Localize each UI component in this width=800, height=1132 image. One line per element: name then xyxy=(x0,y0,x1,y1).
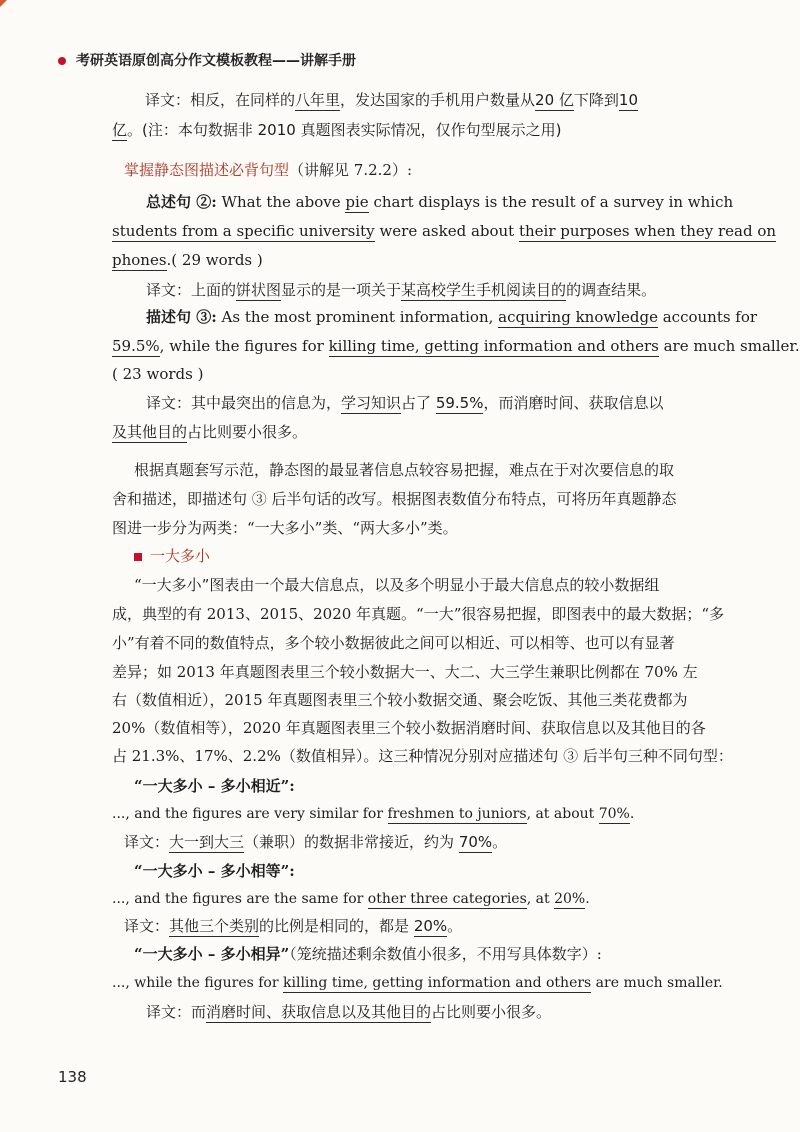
underlined-text: 20% xyxy=(554,891,586,907)
underlined-text: 学习知识 xyxy=(341,394,402,412)
summary-sentence-line xyxy=(146,192,733,212)
translation-line xyxy=(124,916,462,936)
underlined-text: 及其他目的 xyxy=(112,423,188,441)
underlined-text: phones xyxy=(112,251,167,269)
sentence-label: 描述句 ③: xyxy=(146,308,217,326)
text: 译文： xyxy=(124,917,170,935)
text: ( 23 words ) xyxy=(112,365,204,383)
text: , while the figures for xyxy=(159,337,329,355)
pattern-heading-note: （笼统描述剩余数值小很多，不用写具体数字）: xyxy=(289,945,602,963)
text: 的调查结果。 xyxy=(566,281,657,299)
header-title: 考研英语原创高分作文模板教程——讲解手册 xyxy=(76,53,356,69)
underlined-text: their purposes when they read on xyxy=(518,222,777,240)
underlined-text: freshmen to juniors xyxy=(387,806,527,822)
underlined-text: killing time, getting information and others xyxy=(283,975,592,991)
corner-mark xyxy=(0,0,7,7)
subheading-tail: （讲解见 7.2.2）: xyxy=(289,161,413,179)
translation-line xyxy=(145,90,638,110)
summary-sentence-line xyxy=(112,250,263,270)
paragraph-line: 小”有着不同的数值特点，多个较小数据彼此之间可以相近、可以相等、也可以有显著 xyxy=(112,634,675,652)
underlined-text: 其他三个类别 xyxy=(169,917,260,935)
text: 译文： xyxy=(124,833,170,851)
underlined-text: pie xyxy=(345,193,369,211)
paragraph-line: 根据真题套写示范，静态图的最显著信息点较容易把握，难点在于对次要信息的取 xyxy=(134,461,675,479)
underlined-text: killing time, getting information and others xyxy=(328,337,659,355)
paragraph-line: 图进一步分为两类：“一大多小”类、“两大多小”类。 xyxy=(112,519,458,537)
example-sentence xyxy=(112,889,590,909)
description-sentence-line xyxy=(112,364,203,384)
pattern-heading: “一大多小 – 多小相近”: xyxy=(134,777,295,795)
underlined-text: 20 亿 xyxy=(535,91,574,109)
text: accounts for xyxy=(657,308,758,326)
text: 下降到 xyxy=(573,91,619,109)
red-square-bullet-icon xyxy=(134,553,142,561)
text: （兼职）的数据非常接近，约为 xyxy=(244,833,459,851)
text: . xyxy=(585,891,590,907)
paragraph-line: 成，典型的有 2013、2015、2020 年真题。“一大”很容易把握，即图表中的最大数据；“多 xyxy=(112,605,725,623)
underlined-text: other three categories xyxy=(367,891,527,907)
text: 占比则要小很多。 xyxy=(187,423,308,441)
paragraph-line: 舍和描述，即描述句 ③ 后半句话的改写。根据图表数值分布特点，可将历年真题静态 xyxy=(112,490,677,508)
sentence-label: 总述句 ②: xyxy=(146,193,217,211)
text: ..., while the figures for xyxy=(112,975,284,991)
example-sentence xyxy=(112,973,723,993)
description-sentence-line xyxy=(146,307,757,327)
text: , at about xyxy=(526,806,599,822)
translation-line xyxy=(146,280,656,300)
description-sentence-line xyxy=(112,336,800,356)
text: chart displays is the result of a survey in which xyxy=(368,193,734,211)
pattern-heading-label: “一大多小 – 多小相异” xyxy=(134,945,290,963)
underlined-text: 70% xyxy=(458,833,493,851)
pattern-heading: “一大多小 – 多小相等”: xyxy=(134,862,295,880)
translation-line xyxy=(146,1002,551,1022)
bullet-heading xyxy=(134,546,210,566)
text: . xyxy=(629,806,635,822)
text: 显示的是一项关于 xyxy=(281,281,402,299)
paragraph-line: 差异；如 2013 年真题图表里三个较小数据大一、大二、大三学生兼职比例都在 70% 左 xyxy=(112,663,698,681)
translation-line xyxy=(112,422,307,442)
text: ，而消磨时间、获取信息以 xyxy=(483,394,664,412)
page-number: 138 xyxy=(58,1068,87,1086)
example-sentence xyxy=(112,804,634,824)
paragraph-line: 占 21.3%、17%、2.2%（数值相异）。这三种情况分别对应描述句 ③ 后半句三种不同句型： xyxy=(112,747,733,765)
underlined-text: 59.5% xyxy=(112,337,160,355)
text: As the most prominent information, xyxy=(216,308,499,326)
paragraph-line: 右（数值相近），2015 年真题图表里三个较小数据交通、聚会吃饭、其他三类花费都为 xyxy=(112,691,688,709)
text: are much smaller. xyxy=(658,337,800,355)
underlined-text: acquiring knowledge xyxy=(498,308,658,326)
text: 译文：相反，在同样的 xyxy=(145,91,296,109)
translation-line xyxy=(112,120,561,140)
text: 的比例是相同的，都是 xyxy=(259,917,414,935)
text: 占了 xyxy=(401,394,436,412)
underlined-text: 70% xyxy=(598,806,630,822)
underlined-text: 10 xyxy=(618,91,639,109)
summary-sentence-line xyxy=(112,221,776,241)
underlined-text: 消磨时间、获取信息以及其他目的 xyxy=(206,1003,432,1021)
underlined-text: 亿 xyxy=(112,121,128,139)
text: ..., and the figures are the same for xyxy=(112,891,368,907)
text: 。 xyxy=(492,833,508,851)
paragraph-line: “一大多小”图表由一个最大信息点，以及多个明显小于最大信息点的较小数据组 xyxy=(134,576,660,594)
text: 占比则要小很多。 xyxy=(431,1003,552,1021)
translation-line xyxy=(124,832,507,852)
text: , at xyxy=(526,891,555,907)
text: 。(注：本句数据非 2010 真题图表实际情况，仅作句型展示之用) xyxy=(127,121,562,139)
underlined-text: 大一到大三 xyxy=(169,833,245,851)
underlined-text: 20% xyxy=(413,917,448,935)
text: .( 29 words ) xyxy=(166,251,263,269)
text: were asked about xyxy=(374,222,519,240)
subheading xyxy=(124,160,412,180)
subheading-label: 掌握静态图描述必背句型 xyxy=(124,161,290,179)
running-header xyxy=(58,50,356,70)
translation-line xyxy=(146,393,663,413)
text: are much smaller. xyxy=(591,975,723,991)
text: 译文：而 xyxy=(146,1003,207,1021)
text: ，发达国家的手机用户数量从 xyxy=(340,91,536,109)
text: ..., and the figures are very similar for xyxy=(112,806,388,822)
pattern-heading xyxy=(134,944,602,964)
paragraph-line: 20%（数值相等），2020 年真题图表里三个较小数据消磨时间、获取信息以及其他目的各 xyxy=(112,719,706,737)
underlined-text: students from a specific university xyxy=(112,222,375,240)
bullet-heading-label: 一大多小 xyxy=(150,547,211,565)
text: 。 xyxy=(447,917,463,935)
underlined-text: 饼状图 xyxy=(236,281,282,299)
underlined-text: 八年里 xyxy=(295,91,341,109)
red-dot-icon xyxy=(58,57,66,65)
text: 译文：其中最突出的信息为， xyxy=(146,394,342,412)
text: What the above xyxy=(216,193,346,211)
underlined-text: 59.5% xyxy=(435,394,484,412)
text: 译文：上面的 xyxy=(146,281,237,299)
underlined-text: 某高校学生手机阅读目的 xyxy=(401,281,567,299)
